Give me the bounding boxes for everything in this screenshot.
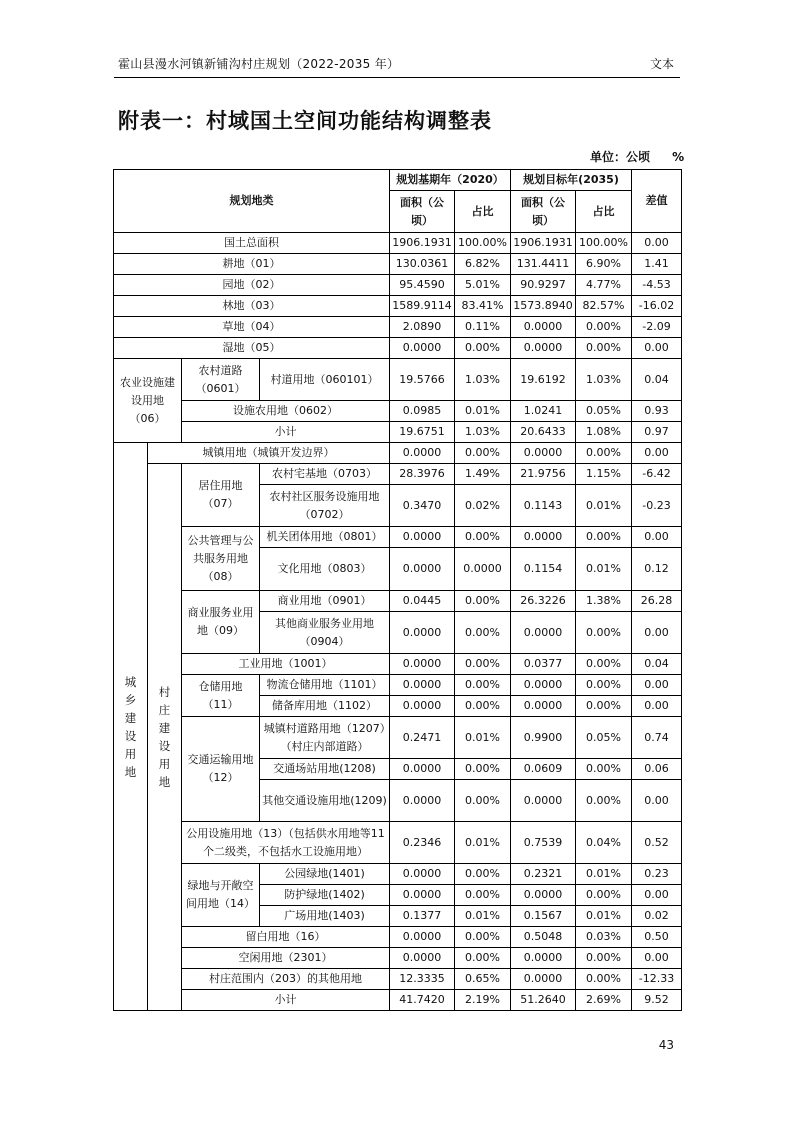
cell: 1.38% [576, 591, 632, 612]
table-row [114, 464, 682, 485]
table-row [114, 317, 682, 338]
row-label: 留白用地（16） [182, 927, 390, 948]
cell: 0.00% [455, 338, 511, 359]
row-label: 村道用地（060101） [260, 359, 390, 401]
cell: 0.01% [455, 717, 511, 759]
row-label: 林地（03） [114, 296, 390, 317]
cell: 0.1143 [511, 485, 576, 527]
cell: 2.19% [455, 990, 511, 1011]
row-label: 防护绿地(1402) [260, 885, 390, 906]
cell: 0.00% [455, 443, 511, 464]
base-period-header: 规划基期年（2020） [390, 170, 511, 191]
cell: 0.1154 [511, 548, 576, 591]
urban-rural-group-label: 城乡建设用地 [114, 443, 148, 1011]
cell: 0.0000 [511, 948, 576, 969]
cell: 0.0000 [390, 548, 455, 591]
cell: 0.0985 [390, 401, 455, 422]
village-group-label: 村庄建设用地 [148, 464, 182, 1011]
cell: 0.0000 [390, 948, 455, 969]
cell: 0.00 [632, 696, 682, 717]
cell: 0.2346 [390, 822, 455, 864]
table-row [114, 927, 682, 948]
cell: 1.03% [455, 359, 511, 401]
cell: 0.1567 [511, 906, 576, 927]
cell: 0.0000 [390, 759, 455, 780]
table-row [114, 822, 682, 864]
cell: 0.01% [576, 485, 632, 527]
cell: 0.00% [455, 780, 511, 822]
cell: 0.00 [632, 675, 682, 696]
cell: 0.00 [632, 443, 682, 464]
table-row [114, 338, 682, 359]
cell: -6.42 [632, 464, 682, 485]
row-label: 物流仓储用地（1101） [260, 675, 390, 696]
cell: -12.33 [632, 969, 682, 990]
document-header-section: 文本 [649, 57, 674, 71]
cell: 0.1377 [390, 906, 455, 927]
cell: 95.4590 [390, 275, 455, 296]
row-label: 草地（04） [114, 317, 390, 338]
cell: 0.00% [455, 591, 511, 612]
cell: 0.0000 [511, 696, 576, 717]
row-label: 机关团体用地（0801） [260, 527, 390, 548]
table-row [114, 296, 682, 317]
diff-header: 差值 [632, 170, 682, 233]
cell: 0.0000 [511, 338, 576, 359]
row-label: 交通场站用地(1208) [260, 759, 390, 780]
row-label: 农村宅基地（0703） [260, 464, 390, 485]
cell: 0.0000 [390, 927, 455, 948]
cell: 5.01% [455, 275, 511, 296]
table-row [114, 254, 682, 275]
cell: 1.0241 [511, 401, 576, 422]
cell: 20.6433 [511, 422, 576, 443]
cell: 0.0000 [390, 696, 455, 717]
cell: 0.00% [576, 948, 632, 969]
cell: 100.00% [455, 233, 511, 254]
cell: 0.01% [576, 864, 632, 885]
row-label: 村庄范围内（203）的其他用地 [182, 969, 390, 990]
cell: 0.00 [632, 885, 682, 906]
cell: 28.3976 [390, 464, 455, 485]
land-structure-table [113, 169, 682, 1011]
cell: 0.00% [576, 780, 632, 822]
cell: 82.57% [576, 296, 632, 317]
cell: 0.00% [576, 443, 632, 464]
cell: 0.0000 [390, 864, 455, 885]
table-row [114, 443, 682, 464]
cell: 0.0000 [390, 443, 455, 464]
cell: 0.74 [632, 717, 682, 759]
cell: 0.0000 [390, 527, 455, 548]
row-label: 耕地（01） [114, 254, 390, 275]
document-header-title: 霍山县漫水河镇新铺沟村庄规划（2022-2035 年） [118, 57, 400, 71]
cell: 41.7420 [390, 990, 455, 1011]
cell: 1.08% [576, 422, 632, 443]
row-label: 其他商业服务业用地（0904） [260, 612, 390, 654]
commercial-group-label: 商业服务业用地（09） [182, 591, 260, 654]
cell: 0.9900 [511, 717, 576, 759]
cell: 0.0445 [390, 591, 455, 612]
cell: 6.90% [576, 254, 632, 275]
cell: 0.2471 [390, 717, 455, 759]
row-label: 文化用地（0803） [260, 548, 390, 591]
cell: 1.41 [632, 254, 682, 275]
row-label: 公用设施用地（13）（包括供水用地等11 个二级类，不包括水工设施用地） [182, 822, 390, 864]
cell: 0.0000 [390, 780, 455, 822]
base-area-header: 面积（公顷） [390, 191, 455, 233]
cell: 0.00% [455, 927, 511, 948]
cell: 1.03% [576, 359, 632, 401]
cell: 0.0000 [511, 885, 576, 906]
cell: 0.0000 [511, 780, 576, 822]
green-group-label: 绿地与开敞空间用地（14） [182, 864, 260, 927]
cell: 0.06 [632, 759, 682, 780]
row-label: 公园绿地(1401) [260, 864, 390, 885]
row-label: 小计 [182, 990, 390, 1011]
cell: 0.00% [455, 696, 511, 717]
row-label: 城镇用地（城镇开发边界） [148, 443, 390, 464]
cell: 0.0000 [511, 612, 576, 654]
row-label: 商业用地（0901） [260, 591, 390, 612]
cell: 19.6192 [511, 359, 576, 401]
cell: 0.04% [576, 822, 632, 864]
table-row [114, 864, 682, 885]
cell: 0.01% [576, 548, 632, 591]
cell: -16.02 [632, 296, 682, 317]
cell: 1.49% [455, 464, 511, 485]
target-area-header: 面积（公顷） [511, 191, 576, 233]
row-label: 工业用地（1001） [182, 654, 390, 675]
cell: 1.03% [455, 422, 511, 443]
cell: 0.05% [576, 717, 632, 759]
cell: 0.00% [576, 317, 632, 338]
cell: 0.00% [576, 675, 632, 696]
cell: 0.01% [455, 906, 511, 927]
cell: 0.04 [632, 654, 682, 675]
table-row [114, 969, 682, 990]
cell: 0.00% [576, 527, 632, 548]
cell: 0.00% [455, 612, 511, 654]
header-divider [114, 77, 680, 78]
cell: 0.50 [632, 927, 682, 948]
row-label: 设施农用地（0602） [182, 401, 390, 422]
cell: 0.0609 [511, 759, 576, 780]
cell: 19.5766 [390, 359, 455, 401]
cell: 0.0377 [511, 654, 576, 675]
target-ratio-header: 占比 [576, 191, 632, 233]
cell: 19.6751 [390, 422, 455, 443]
row-label: 农村社区服务设施用地（0702） [260, 485, 390, 527]
unit-label: 单位：公顷 % [590, 150, 685, 164]
cell: 1906.1931 [390, 233, 455, 254]
table-row [114, 990, 682, 1011]
transport-group-label: 交通运输用地（12） [182, 717, 260, 822]
row-label: 园地（02） [114, 275, 390, 296]
cell: 0.0000 [390, 885, 455, 906]
cell: -4.53 [632, 275, 682, 296]
cell: 0.0000 [511, 675, 576, 696]
cell: 0.00 [632, 338, 682, 359]
cell: 0.00 [632, 948, 682, 969]
cell: 0.0000 [390, 675, 455, 696]
cell: 6.82% [455, 254, 511, 275]
cell: 0.01% [576, 906, 632, 927]
cell: 0.04 [632, 359, 682, 401]
cell: 0.7539 [511, 822, 576, 864]
table-row [114, 527, 682, 548]
table-row [114, 401, 682, 422]
cell: 2.0890 [390, 317, 455, 338]
cell: 21.9756 [511, 464, 576, 485]
table-row [114, 422, 682, 443]
row-label: 湿地（05） [114, 338, 390, 359]
row-label: 小计 [182, 422, 390, 443]
table-row [114, 275, 682, 296]
cell: 0.05% [576, 401, 632, 422]
cell: 0.01% [455, 401, 511, 422]
residential-group-label: 居住用地（07） [182, 464, 260, 527]
cell: 1589.9114 [390, 296, 455, 317]
cell: 0.0000 [390, 654, 455, 675]
cell: 0.00% [455, 527, 511, 548]
row-label: 城镇村道路用地（1207）（村庄内部道路） [260, 717, 390, 759]
table-row [114, 675, 682, 696]
cell: 0.23 [632, 864, 682, 885]
cell: 0.00% [455, 885, 511, 906]
cell: 83.41% [455, 296, 511, 317]
cell: 0.93 [632, 401, 682, 422]
row-label: 空闲用地（2301） [182, 948, 390, 969]
cell: 2.69% [576, 990, 632, 1011]
agri-group-label: 农业设施建设用地（06） [114, 359, 182, 443]
rural-road-label: 农村道路（0601） [182, 359, 260, 401]
row-label: 国土总面积 [114, 233, 390, 254]
page-title: 附表一：村域国土空间功能结构调整表 [118, 109, 492, 133]
table-row [114, 948, 682, 969]
table-row [114, 717, 682, 759]
cell: 90.9297 [511, 275, 576, 296]
cell: 0.02% [455, 485, 511, 527]
cell: 0.00% [455, 675, 511, 696]
cell: 0.00 [632, 780, 682, 822]
cell: 0.00% [576, 969, 632, 990]
target-period-header: 规划目标年(2035) [511, 170, 632, 191]
cell: 0.2321 [511, 864, 576, 885]
cell: 12.3335 [390, 969, 455, 990]
cell: 1573.8940 [511, 296, 576, 317]
cell: 0.02 [632, 906, 682, 927]
cell: 0.12 [632, 548, 682, 591]
cell: 1.15% [576, 464, 632, 485]
cell: 131.4411 [511, 254, 576, 275]
cell: 0.00% [455, 948, 511, 969]
cell: 0.00% [576, 759, 632, 780]
table-row [114, 654, 682, 675]
base-ratio-header: 占比 [455, 191, 511, 233]
cell: 0.00% [576, 885, 632, 906]
cell: 0.0000 [511, 527, 576, 548]
row-label: 其他交通设施用地(1209) [260, 780, 390, 822]
cell: 0.3470 [390, 485, 455, 527]
cell: 0.00 [632, 612, 682, 654]
cell: 0.00% [576, 338, 632, 359]
row-label: 广场用地(1403) [260, 906, 390, 927]
cell: 4.77% [576, 275, 632, 296]
cell: 0.0000 [511, 443, 576, 464]
cell: 0.5048 [511, 927, 576, 948]
cell: 0.52 [632, 822, 682, 864]
cell: 51.2640 [511, 990, 576, 1011]
cell: 100.00% [576, 233, 632, 254]
cell: 0.0000 [511, 317, 576, 338]
category-header: 规划地类 [114, 170, 390, 233]
cell: 0.00% [455, 654, 511, 675]
cell: 9.52 [632, 990, 682, 1011]
cell: 26.28 [632, 591, 682, 612]
storage-group-label: 仓储用地（11） [182, 675, 260, 717]
cell: 26.3226 [511, 591, 576, 612]
cell: 0.00 [632, 527, 682, 548]
cell: 0.03% [576, 927, 632, 948]
cell: 0.0000 [455, 548, 511, 591]
table-row [114, 233, 682, 254]
cell: 0.0000 [390, 612, 455, 654]
cell: 0.00% [576, 696, 632, 717]
cell: 0.0000 [511, 969, 576, 990]
cell: 1906.1931 [511, 233, 576, 254]
page-number: 43 [658, 1038, 674, 1052]
cell: -2.09 [632, 317, 682, 338]
cell: 0.00% [455, 759, 511, 780]
cell: 0.11% [455, 317, 511, 338]
cell: -0.23 [632, 485, 682, 527]
public-group-label: 公共管理与公共服务用地（08） [182, 527, 260, 591]
cell: 130.0361 [390, 254, 455, 275]
row-label: 储备库用地（1102） [260, 696, 390, 717]
cell: 0.00% [576, 612, 632, 654]
cell: 0.00% [455, 864, 511, 885]
table-row [114, 359, 682, 401]
cell: 0.00 [632, 233, 682, 254]
cell: 0.01% [455, 822, 511, 864]
table-row [114, 591, 682, 612]
cell: 0.65% [455, 969, 511, 990]
cell: 0.0000 [390, 338, 455, 359]
cell: 0.00% [576, 654, 632, 675]
cell: 0.97 [632, 422, 682, 443]
